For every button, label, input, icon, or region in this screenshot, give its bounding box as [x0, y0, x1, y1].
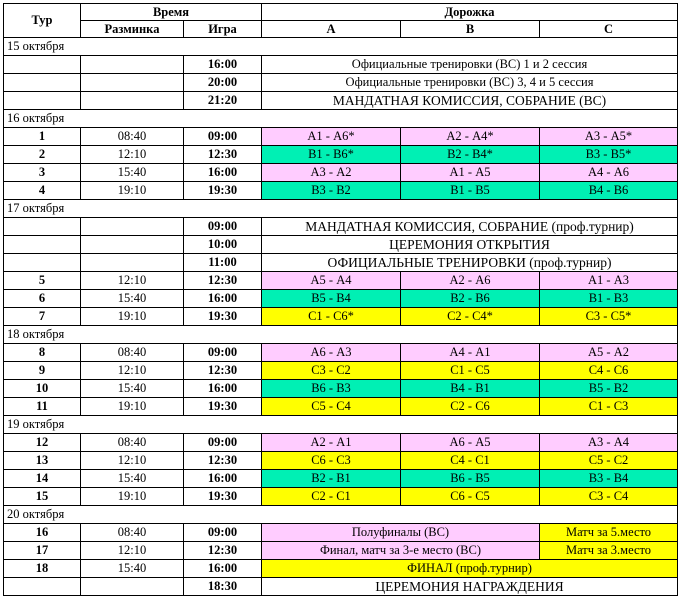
header-tour: Тур [4, 4, 81, 38]
table-row [4, 164, 678, 182]
tour-number: 3 [4, 164, 81, 182]
table-row [4, 542, 678, 560]
warmup-time [81, 578, 184, 596]
table-row [4, 470, 678, 488]
schedule-table [3, 3, 678, 596]
table-row [4, 290, 678, 308]
warmup-time: 19:10 [81, 488, 184, 506]
lanes-ab-event: Финал, матч за 3-е место (ВС) [262, 542, 540, 560]
warmup-time: 08:40 [81, 128, 184, 146]
header-lane: Дорожка [262, 4, 678, 21]
tour-number: 4 [4, 182, 81, 200]
lanes-event: ЦЕРЕМОНИЯ ОТКРЫТИЯ [262, 236, 678, 254]
table-row [4, 560, 678, 578]
lane-a-match: А2 - А1 [262, 434, 401, 452]
tour-number: 15 [4, 488, 81, 506]
game-time: 12:30 [184, 146, 262, 164]
header-game: Игра [184, 21, 262, 38]
lane-b-match: В1 - В5 [401, 182, 540, 200]
table-row [4, 218, 678, 236]
table-row [4, 488, 678, 506]
warmup-time: 12:10 [81, 452, 184, 470]
warmup-time: 15:40 [81, 470, 184, 488]
table-row [4, 578, 678, 596]
lanes-event: ЦЕРЕМОНИЯ НАГРАЖДЕНИЯ [262, 578, 678, 596]
schedule-document [3, 3, 678, 596]
game-time: 12:30 [184, 542, 262, 560]
table-row [4, 452, 678, 470]
tour-number: 7 [4, 308, 81, 326]
game-time: 16:00 [184, 560, 262, 578]
warmup-time: 08:40 [81, 434, 184, 452]
lane-c-match: В3 - В4 [540, 470, 678, 488]
date-label: 19 октября [4, 416, 678, 434]
tour-number [4, 92, 81, 110]
lanes-event: Официальные тренировки (ВС) 1 и 2 сессия [262, 56, 678, 74]
lane-c-match: С1 - С3 [540, 398, 678, 416]
date-row [4, 38, 678, 56]
lane-c-match: В1 - В3 [540, 290, 678, 308]
table-row [4, 434, 678, 452]
warmup-time: 19:10 [81, 308, 184, 326]
table-header [4, 4, 678, 38]
lane-a-match: В6 - В3 [262, 380, 401, 398]
header-lane-a: А [262, 21, 401, 38]
game-time: 16:00 [184, 56, 262, 74]
warmup-time [81, 92, 184, 110]
lane-c-match: А3 - А4 [540, 434, 678, 452]
tour-number [4, 56, 81, 74]
tour-number: 1 [4, 128, 81, 146]
warmup-time [81, 236, 184, 254]
date-row [4, 326, 678, 344]
warmup-time: 15:40 [81, 290, 184, 308]
game-time: 09:00 [184, 218, 262, 236]
warmup-time: 15:40 [81, 560, 184, 578]
table-body [4, 38, 678, 596]
table-row [4, 344, 678, 362]
warmup-time: 08:40 [81, 344, 184, 362]
lane-b-match: В2 - В4* [401, 146, 540, 164]
table-row [4, 236, 678, 254]
lane-c-match: А4 - А6 [540, 164, 678, 182]
table-row [4, 146, 678, 164]
warmup-time: 15:40 [81, 164, 184, 182]
lane-c-event: Матч за 3.место [540, 542, 678, 560]
warmup-time [81, 56, 184, 74]
lane-a-match: А5 - А4 [262, 272, 401, 290]
date-row [4, 506, 678, 524]
lanes-event: Официальные тренировки (ВС) 3, 4 и 5 сессия [262, 74, 678, 92]
date-label: 18 октября [4, 326, 678, 344]
tour-number: 11 [4, 398, 81, 416]
game-time: 18:30 [184, 578, 262, 596]
date-row [4, 110, 678, 128]
header-time: Время [81, 4, 262, 21]
table-row [4, 182, 678, 200]
lane-a-match: А3 - А2 [262, 164, 401, 182]
lane-a-match: А6 - А3 [262, 344, 401, 362]
lane-b-match: В2 - В6 [401, 290, 540, 308]
lane-c-match: В4 - В6 [540, 182, 678, 200]
date-label: 17 октября [4, 200, 678, 218]
lane-c-event: Матч за 5.место [540, 524, 678, 542]
game-time: 21:20 [184, 92, 262, 110]
lanes-event: МАНДАТНАЯ КОМИССИЯ, СОБРАНИЕ (проф.турнир) [262, 218, 678, 236]
lane-b-match: А6 - А5 [401, 434, 540, 452]
game-time: 12:30 [184, 452, 262, 470]
lane-b-match: А1 - А5 [401, 164, 540, 182]
lane-a-match: В5 - В4 [262, 290, 401, 308]
lane-a-match: С1 - С6* [262, 308, 401, 326]
game-time: 19:30 [184, 182, 262, 200]
tour-number: 16 [4, 524, 81, 542]
header-warmup: Разминка [81, 21, 184, 38]
game-time: 20:00 [184, 74, 262, 92]
warmup-time: 15:40 [81, 380, 184, 398]
lane-b-match: А2 - А6 [401, 272, 540, 290]
table-row [4, 272, 678, 290]
table-row [4, 128, 678, 146]
lane-c-match: А5 - А2 [540, 344, 678, 362]
game-time: 19:30 [184, 308, 262, 326]
game-time: 19:30 [184, 398, 262, 416]
lane-b-match: С6 - С5 [401, 488, 540, 506]
date-row [4, 200, 678, 218]
lane-c-match: А1 - А3 [540, 272, 678, 290]
tour-number: 18 [4, 560, 81, 578]
lane-c-match: С3 - С4 [540, 488, 678, 506]
lane-c-match: С4 - С6 [540, 362, 678, 380]
game-time: 09:00 [184, 128, 262, 146]
game-time: 11:00 [184, 254, 262, 272]
lane-a-match: В1 - В6* [262, 146, 401, 164]
game-time: 12:30 [184, 362, 262, 380]
table-row [4, 56, 678, 74]
tour-number [4, 236, 81, 254]
lanes-event: ОФИЦИАЛЬНЫЕ ТРЕНИРОВКИ (проф.турнир) [262, 254, 678, 272]
warmup-time [81, 218, 184, 236]
warmup-time [81, 74, 184, 92]
table-row [4, 92, 678, 110]
lanes-ab-event: Полуфиналы (ВС) [262, 524, 540, 542]
date-label: 20 октября [4, 506, 678, 524]
lane-a-match: А1 - А6* [262, 128, 401, 146]
tour-number [4, 218, 81, 236]
warmup-time [81, 254, 184, 272]
lane-c-match: В3 - В5* [540, 146, 678, 164]
tour-number: 14 [4, 470, 81, 488]
lane-b-match: С4 - С1 [401, 452, 540, 470]
game-time: 10:00 [184, 236, 262, 254]
game-time: 09:00 [184, 434, 262, 452]
tour-number [4, 578, 81, 596]
lane-a-match: С2 - С1 [262, 488, 401, 506]
tour-number [4, 254, 81, 272]
table-row [4, 524, 678, 542]
lane-b-match: А4 - А1 [401, 344, 540, 362]
table-row [4, 308, 678, 326]
lane-c-match: В5 - В2 [540, 380, 678, 398]
lane-a-match: В2 - В1 [262, 470, 401, 488]
tour-number: 13 [4, 452, 81, 470]
tour-number [4, 74, 81, 92]
game-time: 12:30 [184, 272, 262, 290]
lane-b-match: В4 - В1 [401, 380, 540, 398]
table-row [4, 74, 678, 92]
lane-a-match: С3 - С2 [262, 362, 401, 380]
game-time: 16:00 [184, 290, 262, 308]
table-row [4, 380, 678, 398]
table-row [4, 254, 678, 272]
table-row [4, 362, 678, 380]
warmup-time: 08:40 [81, 524, 184, 542]
tour-number: 9 [4, 362, 81, 380]
lane-a-match: С5 - С4 [262, 398, 401, 416]
warmup-time: 12:10 [81, 146, 184, 164]
date-row [4, 416, 678, 434]
lane-a-match: С6 - С3 [262, 452, 401, 470]
header-lane-c: C [540, 21, 678, 38]
lane-b-match: С1 - С5 [401, 362, 540, 380]
tour-number: 8 [4, 344, 81, 362]
tour-number: 5 [4, 272, 81, 290]
warmup-time: 12:10 [81, 272, 184, 290]
lane-b-match: А2 - А4* [401, 128, 540, 146]
date-label: 15 октября [4, 38, 678, 56]
warmup-time: 19:10 [81, 182, 184, 200]
game-time: 09:00 [184, 524, 262, 542]
game-time: 16:00 [184, 380, 262, 398]
lanes-event: МАНДАТНАЯ КОМИССИЯ, СОБРАНИЕ (ВС) [262, 92, 678, 110]
lane-c-match: С5 - С2 [540, 452, 678, 470]
lane-c-match: С3 - С5* [540, 308, 678, 326]
lane-b-match: В6 - В5 [401, 470, 540, 488]
warmup-time: 19:10 [81, 398, 184, 416]
lane-c-match: А3 - А5* [540, 128, 678, 146]
tour-number: 12 [4, 434, 81, 452]
lane-b-match: С2 - С4* [401, 308, 540, 326]
warmup-time: 12:10 [81, 542, 184, 560]
tour-number: 2 [4, 146, 81, 164]
game-time: 09:00 [184, 344, 262, 362]
table-row [4, 398, 678, 416]
lane-b-match: С2 - С6 [401, 398, 540, 416]
tour-number: 6 [4, 290, 81, 308]
lane-a-match: В3 - В2 [262, 182, 401, 200]
game-time: 16:00 [184, 164, 262, 182]
warmup-time: 12:10 [81, 362, 184, 380]
game-time: 16:00 [184, 470, 262, 488]
header-lane-b: B [401, 21, 540, 38]
game-time: 19:30 [184, 488, 262, 506]
date-label: 16 октября [4, 110, 678, 128]
tour-number: 17 [4, 542, 81, 560]
lanes-event: ФИНАЛ (проф.турнир) [262, 560, 678, 578]
tour-number: 10 [4, 380, 81, 398]
